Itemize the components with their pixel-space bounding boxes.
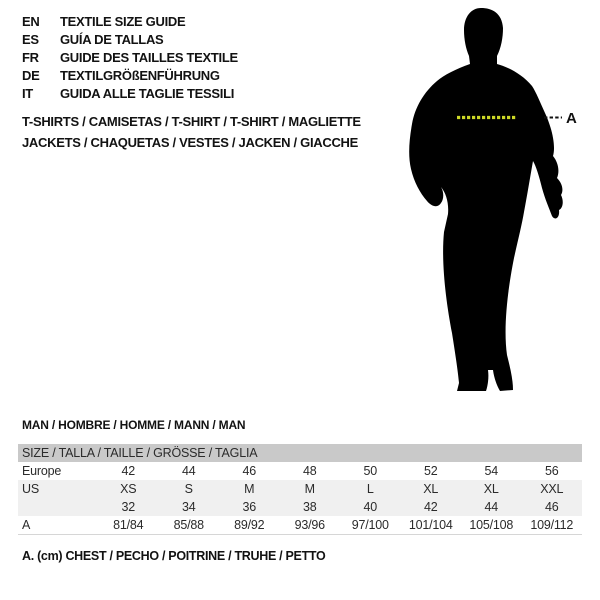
size-cell: S xyxy=(159,480,220,498)
size-cell: 48 xyxy=(302,464,317,478)
size-cell: XL xyxy=(461,480,522,498)
language-code: FR xyxy=(22,49,39,65)
size-table-header: SIZE / TALLA / TAILLE / GRÖSSE / TAGLIA xyxy=(18,444,582,462)
size-cell: 50 xyxy=(363,464,377,478)
size-cell: 42 xyxy=(401,498,462,516)
size-cell: 36 xyxy=(219,498,280,516)
category-line: T-SHIRTS / CAMISETAS / T-SHIRT / T-SHIRT / MAGLIETTE xyxy=(22,114,361,129)
size-cell: 105/108 xyxy=(469,518,514,532)
category-line: JACKETS / CHAQUETAS / VESTES / JACKEN / GIACCHE xyxy=(22,135,358,150)
size-cell: 97/100 xyxy=(351,518,389,532)
size-cell: 56 xyxy=(544,464,559,478)
language-row xyxy=(22,12,238,30)
language-label: GUIDE DES TAILLES TEXTILE xyxy=(60,49,238,65)
size-cell: M xyxy=(280,480,341,498)
size-cell: 109/112 xyxy=(530,518,574,532)
language-list xyxy=(22,12,238,102)
size-cell: 52 xyxy=(423,464,438,478)
language-row xyxy=(22,84,238,102)
size-cell: 89/92 xyxy=(234,518,265,532)
row-label: Europe xyxy=(22,464,62,478)
size-cell: 44 xyxy=(181,464,196,478)
size-cell: XS xyxy=(98,480,159,498)
row-label: US xyxy=(18,480,98,498)
size-cell: 42 xyxy=(121,464,135,478)
language-row xyxy=(22,66,238,84)
table-row xyxy=(18,480,582,498)
man-silhouette-svg xyxy=(395,0,580,400)
size-cell: 93/96 xyxy=(294,518,325,532)
table-row xyxy=(18,516,582,535)
language-label: TEXTILGRÖßENFÜHRUNG xyxy=(60,67,220,83)
size-table xyxy=(18,444,582,535)
size-cell: L xyxy=(340,480,401,498)
man-silhouette-figure xyxy=(395,0,580,400)
row-label: A xyxy=(22,518,31,532)
language-label: GUÍA DE TALLAS xyxy=(60,31,164,47)
size-cell: 34 xyxy=(159,498,220,516)
size-cell: 46 xyxy=(242,464,256,478)
language-code: ES xyxy=(22,31,39,47)
size-cell: 54 xyxy=(484,464,498,478)
size-table-header-row xyxy=(18,444,582,462)
size-cell: XXL xyxy=(522,480,583,498)
measure-label-a: A xyxy=(566,110,577,127)
size-cell: 81/84 xyxy=(113,518,144,532)
table-row xyxy=(18,462,582,480)
size-cell: 101/104 xyxy=(408,518,453,532)
language-label: TEXTILE SIZE GUIDE xyxy=(60,13,186,29)
size-cell: 85/88 xyxy=(173,518,204,532)
language-row xyxy=(22,48,238,66)
size-cell: 40 xyxy=(340,498,401,516)
table-row xyxy=(18,498,582,516)
size-cell: M xyxy=(219,480,280,498)
language-label: GUIDA ALLE TAGLIE TESSILI xyxy=(60,85,235,101)
size-cell: 46 xyxy=(522,498,583,516)
category-lines xyxy=(22,111,361,153)
language-code: EN xyxy=(22,13,40,29)
size-cell: 38 xyxy=(280,498,341,516)
size-cell: XL xyxy=(401,480,462,498)
man-silhouette xyxy=(409,8,563,391)
row-label xyxy=(18,498,98,516)
size-cell: 32 xyxy=(98,498,159,516)
size-cell: 44 xyxy=(461,498,522,516)
measurement-footnote: A. (cm) CHEST / PECHO / POITRINE / TRUHE / PETTO xyxy=(22,549,326,563)
language-row xyxy=(22,30,238,48)
section-title: MAN / HOMBRE / HOMME / MANN / MAN xyxy=(22,418,246,432)
language-code: IT xyxy=(22,85,33,101)
language-code: DE xyxy=(22,67,40,83)
